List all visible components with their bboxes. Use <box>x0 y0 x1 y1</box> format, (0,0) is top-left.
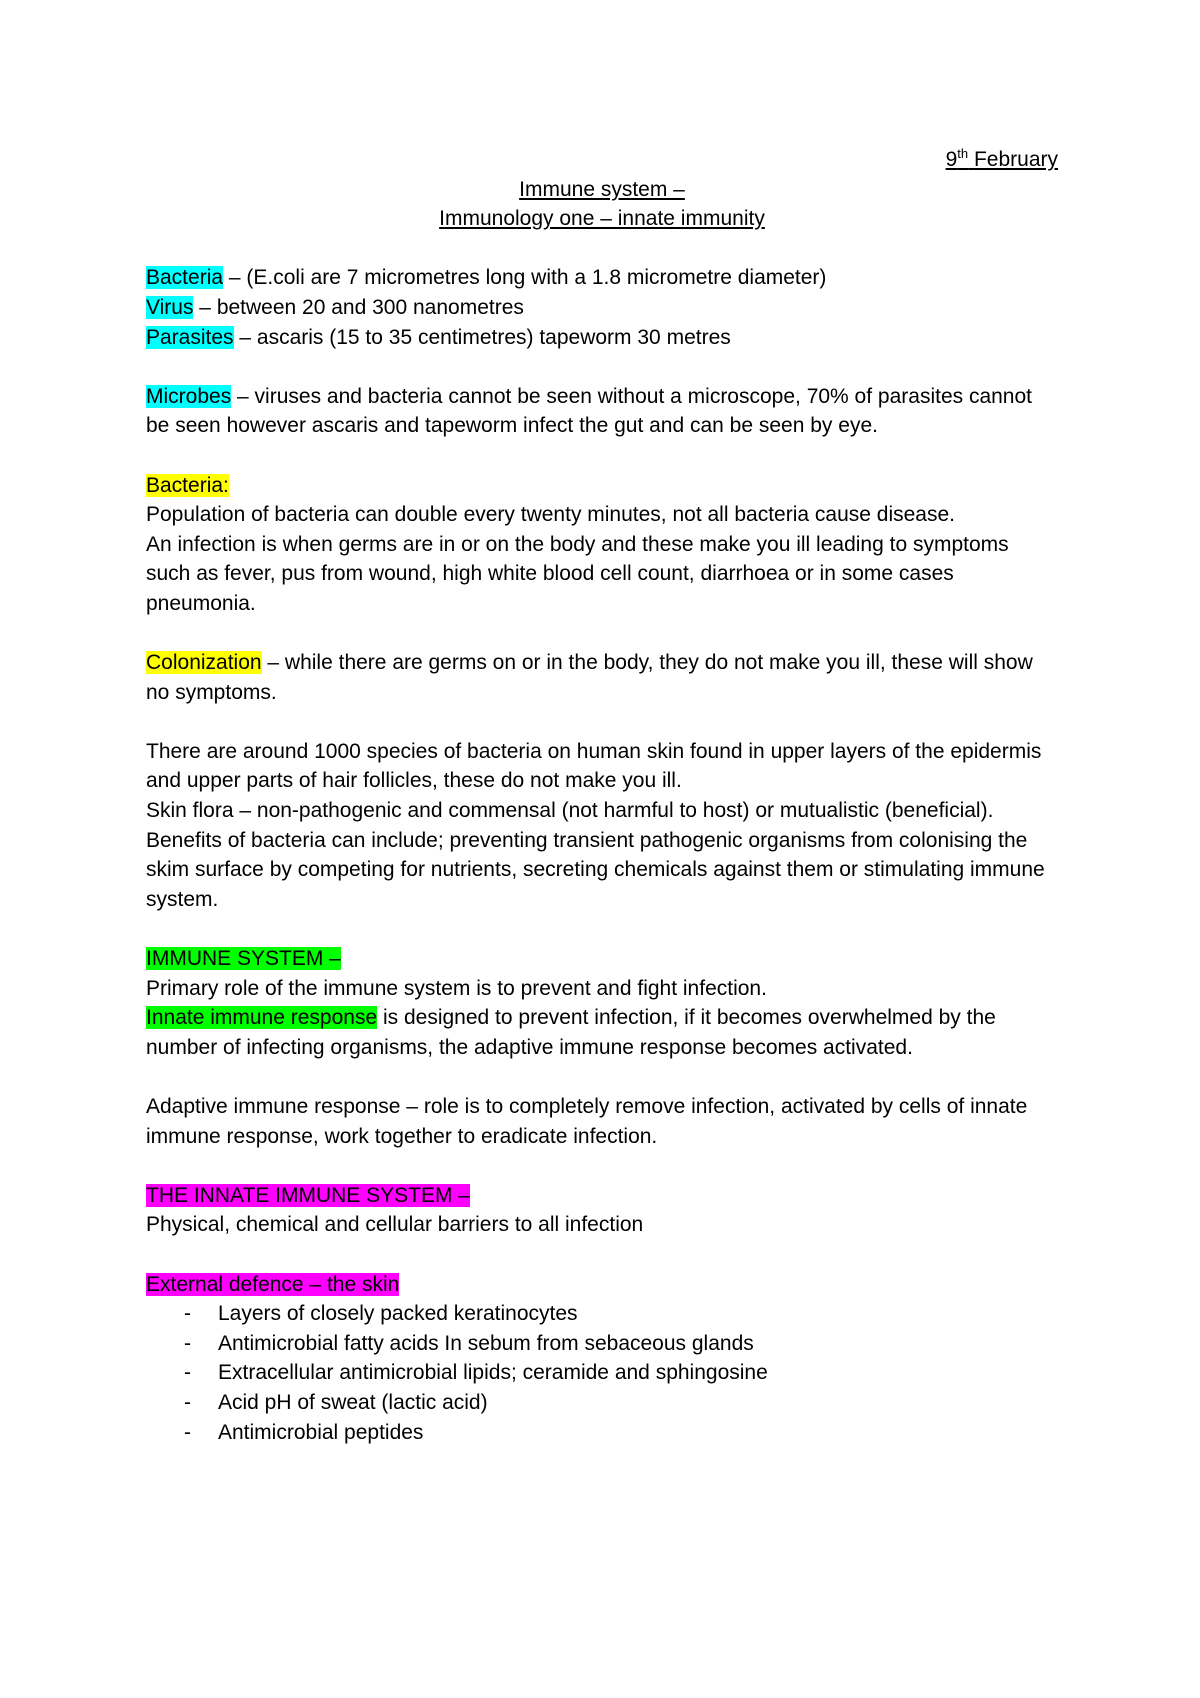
adaptive-response-paragraph: Adaptive immune response – role is to completely remove infection, activated by cells of innate immune response, work together to eradicate infection. <box>146 1095 1028 1148</box>
colonization-text: – while there are germs on or in the body, they do not make you ill, these will show no symptoms. <box>146 651 1033 704</box>
innate-system-heading-line <box>146 1181 1058 1211</box>
dash-bullet: - <box>184 1361 191 1385</box>
bacteria-size-text: – (E.coli are 7 micrometres long with a 1.8 micrometre diameter) <box>223 266 827 290</box>
microbes-paragraph <box>146 382 1058 441</box>
bacteria-population-text: Population of bacteria can double every twenty minutes, not all bacteria cause disease. <box>146 503 955 527</box>
date-month: February <box>968 148 1058 171</box>
spacer <box>146 707 1058 737</box>
list-item-text: Antimicrobial fatty acids In sebum from sebaceous glands <box>218 1331 754 1355</box>
spacer <box>146 1240 1058 1270</box>
parasites-size-line <box>146 323 1058 353</box>
spacer <box>146 234 1058 264</box>
highlight-immune-system: IMMUNE SYSTEM – <box>146 947 341 971</box>
colonization-paragraph <box>146 648 1058 707</box>
microbes-text: – viruses and bacteria cannot be seen without a microscope, 70% of parasites cannot be seen however ascaris and tapeworm infect the gut and can be seen by eye. <box>146 384 1033 438</box>
date-superscript: th <box>957 146 969 161</box>
highlight-bacteria: Bacteria <box>146 266 224 290</box>
document-page <box>146 145 1058 1447</box>
innate-response-text: is designed to prevent infection, if it becomes overwhelmed by the number of infecting organisms, the adaptive immune response becomes activated. <box>146 1006 996 1059</box>
list-item <box>184 1299 1058 1329</box>
external-defence-heading-line <box>146 1270 1058 1300</box>
spacer <box>146 441 1058 471</box>
infection-paragraph: An infection is when germs are in or on the body and these make you ill leading to symptoms such as fever, pus from wound, high white blood cell count, diarrhoea or in some cases pneumonia. <box>146 532 1009 615</box>
spacer <box>146 1151 1058 1181</box>
immune-system-heading-line <box>146 944 1058 974</box>
innate-response-paragraph <box>146 1003 1058 1062</box>
spacer <box>146 352 1058 382</box>
dash-bullet: - <box>184 1420 191 1444</box>
skin-species-paragraph: There are around 1000 species of bacteria on human skin found in upper layers of the epidermis and upper parts of hair follicles, these do not make you ill. <box>146 739 1042 793</box>
highlight-microbes: Microbes <box>146 384 232 408</box>
bacteria-benefits-paragraph: Benefits of bacteria can include; preventing transient pathogenic organisms from colonising the skim surface by competing for nutrients, secreting chemicals against them or stimulating immune system. <box>146 828 1045 911</box>
dash-bullet: - <box>184 1331 191 1355</box>
page-title: Immune system – <box>519 177 685 201</box>
skin-defence-list <box>146 1299 1058 1447</box>
virus-size-text: – between 20 and 300 nanometres <box>193 295 524 319</box>
list-item <box>184 1418 1058 1448</box>
dash-bullet: - <box>184 1390 191 1414</box>
spacer <box>146 914 1058 944</box>
date-heading <box>146 145 1058 175</box>
list-item-text: Acid pH of sweat (lactic acid) <box>218 1390 488 1414</box>
highlight-parasites: Parasites <box>146 325 234 349</box>
highlight-colonization: Colonization <box>146 651 262 675</box>
date-day: 9 <box>945 148 958 171</box>
bacteria-heading-line <box>146 471 1058 501</box>
spacer <box>146 619 1058 649</box>
barriers-text: Physical, chemical and cellular barriers to all infection <box>146 1213 644 1237</box>
highlight-innate-response: Innate immune response <box>146 1006 378 1030</box>
list-item-text: Layers of closely packed keratinocytes <box>218 1302 578 1326</box>
page-subtitle: Immunology one – innate immunity <box>439 207 765 231</box>
highlight-external-defence: External defence – the skin <box>146 1272 400 1296</box>
bacteria-size-line <box>146 263 1058 293</box>
list-item <box>184 1358 1058 1388</box>
dash-bullet: - <box>184 1302 191 1326</box>
highlight-innate-system: THE INNATE IMMUNE SYSTEM – <box>146 1183 470 1207</box>
list-item <box>184 1329 1058 1359</box>
list-item <box>184 1388 1058 1418</box>
spacer <box>146 1062 1058 1092</box>
list-item-text: Antimicrobial peptides <box>218 1420 424 1444</box>
highlight-bacteria-heading: Bacteria: <box>146 473 229 497</box>
skin-flora-paragraph: Skin flora – non-pathogenic and commensal (not harmful to host) or mutualistic (beneficial). <box>146 799 994 823</box>
list-item-text: Extracellular antimicrobial lipids; ceramide and sphingosine <box>218 1361 768 1385</box>
immune-role-text: Primary role of the immune system is to prevent and fight infection. <box>146 976 767 1000</box>
highlight-virus: Virus <box>146 295 194 319</box>
virus-size-line <box>146 293 1058 323</box>
parasites-size-text: – ascaris (15 to 35 centimetres) tapeworm 30 metres <box>233 325 731 349</box>
